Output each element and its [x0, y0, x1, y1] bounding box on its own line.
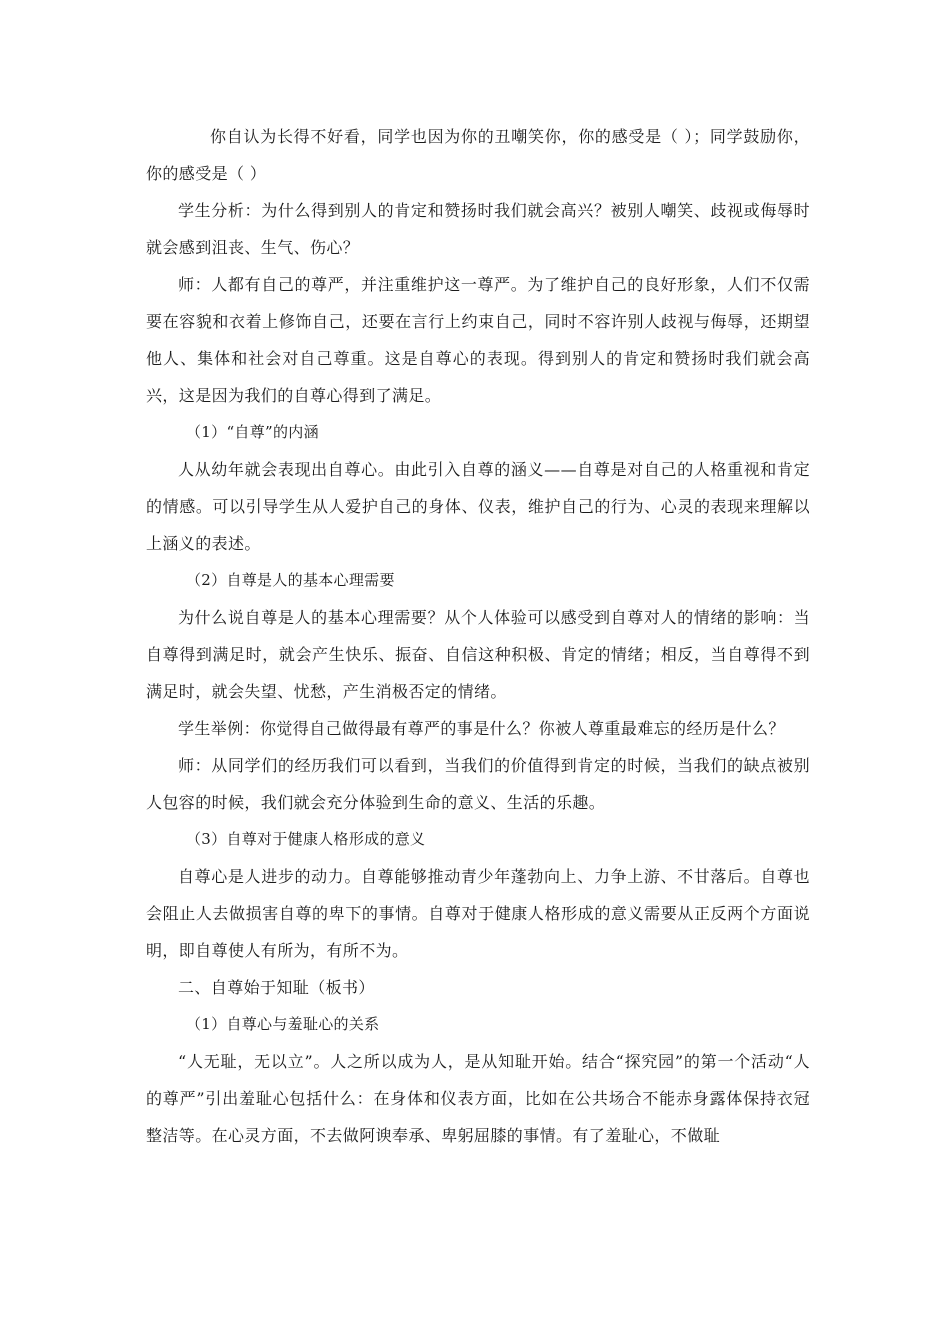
paragraph: 师：从同学们的经历我们可以看到，当我们的价值得到肯定的时候，当我们的缺点被别人包容的时候，我们就会充分体验到生命的意义、生活的乐趣。 — [146, 756, 810, 812]
paragraph: 学生分析：为什么得到别人的肯定和赞扬时我们就会高兴？被别人嘲笑、歧视或侮辱时就会感到沮丧、生气、伤心？ — [146, 201, 810, 257]
paragraph: 为什么说自尊是人的基本心理需要？从个人体验可以感受到自尊对人的情绪的影响：当自尊得到满足时，就会产生快乐、振奋、自信这种积极、肯定的情绪；相反，当自尊得不到满足时，就会失望、忧愁，产生消极否定的情绪。 — [146, 608, 810, 701]
paragraph: 自尊心是人进步的动力。自尊能够推动青少年蓬勃向上、力争上游、不甘落后。自尊也会阻止人去做损害自尊的卑下的事情。自尊对于健康人格形成的意义需要从正反两个方面说明，即自尊使人有所为，有所不为。 — [146, 867, 810, 960]
document-body — [146, 118, 810, 1154]
paragraph: 人从幼年就会表现出自尊心。由此引入自尊的涵义——自尊是对自己的人格重视和肯定的情感。可以引导学生从人爱护自己的身体、仪表，维护自己的行为、心灵的表现来理解以上涵义的表述。 — [146, 460, 810, 553]
board-heading: 二、自尊始于知耻（板书） — [178, 978, 375, 997]
section-heading: （3）自尊对于健康人格形成的意义 — [186, 830, 426, 848]
paragraph: 师：人都有自己的尊严，并注重维护这一尊严。为了维护自己的良好形象，人们不仅需要在容貌和衣着上修饰自己，还要在言行上约束自己，同时不容许别人歧视与侮辱，还期望他人、集体和社会对自己尊重。这是自尊心的表现。得到别人的肯定和赞扬时我们就会高兴，这是因为我们的自尊心得到了满足。 — [146, 275, 810, 405]
section-heading: （1）自尊心与羞耻心的关系 — [186, 1015, 380, 1033]
section-heading: （1）“自尊”的内涵 — [186, 423, 319, 441]
paragraph: 你自认为长得不好看，同学也因为你的丑嘲笑你，你的感受是（ ）；同学鼓励你，你的感受是（ ） — [146, 127, 810, 183]
paragraph: “人无耻，无以立”。人之所以成为人，是从知耻开始。结合“探究园”的第一个活动“人的尊严”引出羞耻心包括什么：在身体和仪表方面，比如在公共场合不能赤身露体保持衣冠整洁等。在心灵方面，不去做阿谀奉承、卑躬屈膝的事情。有了羞耻心，不做耻 — [146, 1052, 810, 1145]
paragraph: 学生举例：你觉得自己做得最有尊严的事是什么？你被人尊重最难忘的经历是什么？ — [178, 719, 785, 738]
section-heading: （2）自尊是人的基本心理需要 — [186, 571, 395, 589]
